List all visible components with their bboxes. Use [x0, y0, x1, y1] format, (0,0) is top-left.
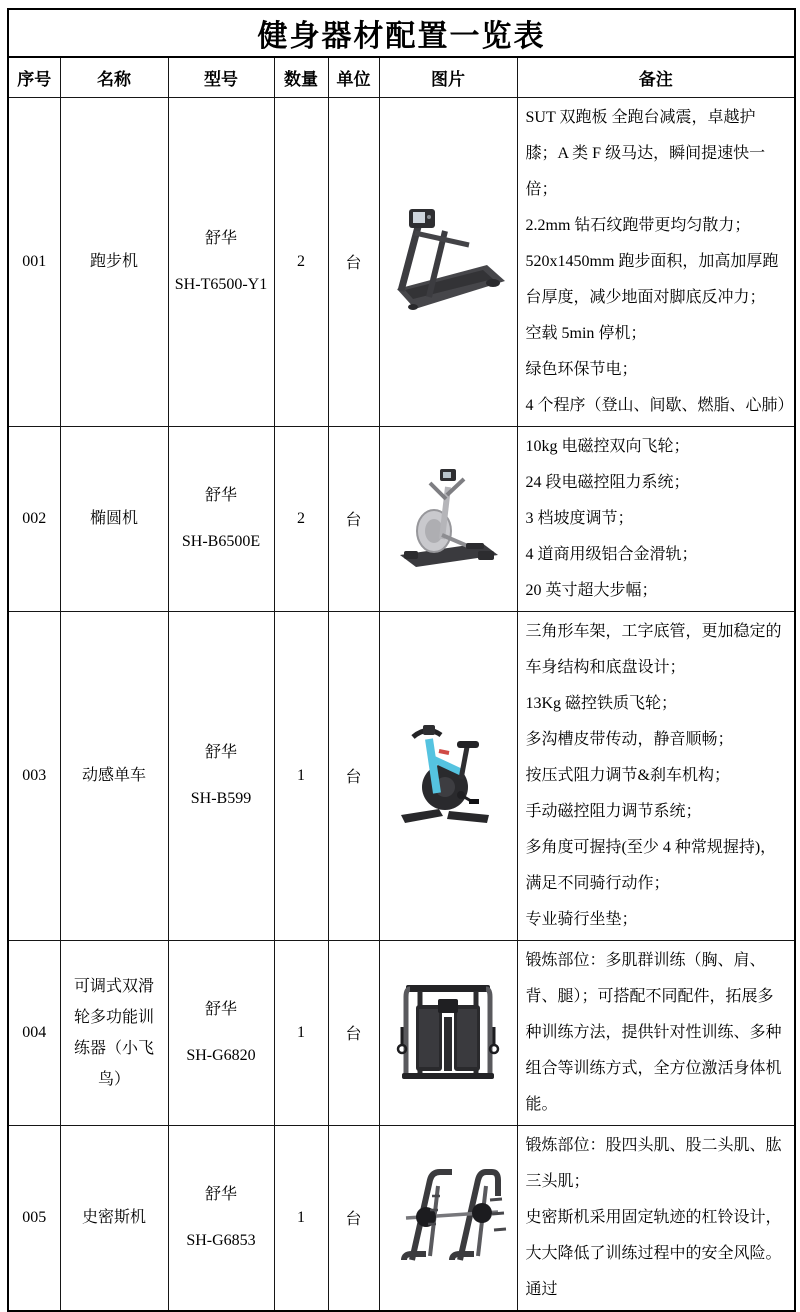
- cell-model: [168, 1125, 274, 1311]
- elliptical-image: [384, 455, 512, 583]
- cell-qty: 2: [274, 97, 328, 426]
- title-row: [8, 9, 795, 57]
- functional-trainer-image: [386, 971, 510, 1095]
- model-label: SH-G6820: [186, 1046, 256, 1064]
- cell-qty: 2: [274, 426, 328, 611]
- remark-line: 2.2mm 钻石纹跑带更均匀散力；: [525, 216, 751, 234]
- cell-model: [168, 611, 274, 940]
- table-row: [8, 97, 795, 426]
- table-row: [8, 940, 795, 1125]
- col-header-remark: 备注: [517, 57, 795, 97]
- brand-label: 舒华: [204, 744, 237, 762]
- cell-model: [168, 426, 274, 611]
- remark-line: 10kg 电磁控双向飞轮；: [525, 437, 690, 455]
- remark-line: 锻炼部位：股四头肌、股二头肌、肱三头肌；: [525, 1136, 782, 1190]
- table-row: [8, 426, 795, 611]
- cell-name: 史密斯机: [60, 1125, 168, 1311]
- cell-unit: 台: [328, 426, 379, 611]
- remark-line: 三角形车架，工字底管，更加稳定的车身结构和底盘设计；: [525, 622, 782, 676]
- remark-line: 20 英寸超大步幅；: [525, 581, 658, 599]
- table-row: [8, 611, 795, 940]
- cell-no: 004: [8, 940, 60, 1125]
- brand-label: 舒华: [204, 230, 237, 248]
- model-label: SH-T6500-Y1: [174, 275, 268, 293]
- cell-unit: 台: [328, 1125, 379, 1311]
- col-header-unit: 单位: [328, 57, 379, 97]
- cell-remarks: [517, 940, 795, 1125]
- cell-no: 002: [8, 426, 60, 611]
- cell-qty: 1: [274, 1125, 328, 1311]
- cell-remarks: [517, 611, 795, 940]
- remark-line: 13Kg 磁控铁质飞轮；: [525, 694, 678, 712]
- col-header-name: 名称: [60, 57, 168, 97]
- remark-line: 3 档坡度调节；: [525, 509, 634, 527]
- cell-image: [379, 426, 517, 611]
- remark-line: 多角度可握持(至少 4 种常规握持)，满足不同骑行动作；: [525, 838, 777, 892]
- page-title: 健身器材配置一览表: [8, 9, 795, 57]
- cell-unit: 台: [328, 940, 379, 1125]
- cell-remarks: [517, 1125, 795, 1311]
- cell-unit: 台: [328, 97, 379, 426]
- cell-qty: 1: [274, 611, 328, 940]
- cell-remarks: [517, 426, 795, 611]
- cell-image: [379, 940, 517, 1125]
- remark-line: 4 个程序（登山、间歇、燃脂、心肺）: [525, 396, 794, 414]
- smith-machine-image: [386, 1156, 510, 1280]
- col-header-no: 序号: [8, 57, 60, 97]
- remark-line: 520x1450mm 跑步面积，加高加厚跑台厚度，减少地面对脚底反冲力；: [525, 252, 779, 306]
- remark-line: 手动磁控阻力调节系统；: [525, 802, 702, 820]
- remark-line: 锻炼部位：多肌群训练（胸、肩、背、腿）；可搭配不同配件，拓展多种训练方法，提供针对性训练、多种组合等训练方式，全方位激活身体机能。: [525, 951, 782, 1113]
- cell-qty: 1: [274, 940, 328, 1125]
- remark-line: 按压式阻力调节&刹车机构；: [525, 766, 730, 784]
- cell-model: [168, 97, 274, 426]
- equipment-table: [7, 8, 796, 1312]
- table-row: [8, 1125, 795, 1311]
- cell-no: 005: [8, 1125, 60, 1311]
- remark-line: 史密斯机采用固定轨迹的杠铃设计，大大降低了训练过程中的安全风险。通过: [525, 1208, 782, 1298]
- cell-remarks: [517, 97, 795, 426]
- model-label: SH-G6853: [186, 1231, 256, 1249]
- model-label: SH-B6500E: [181, 532, 261, 550]
- cell-model: [168, 940, 274, 1125]
- col-header-image: 图片: [379, 57, 517, 97]
- cell-name: 椭圆机: [60, 426, 168, 611]
- remark-line: 24 段电磁控阻力系统；: [525, 473, 690, 491]
- remark-line: 空载 5min 停机；: [525, 324, 647, 342]
- cell-no: 003: [8, 611, 60, 940]
- header-row: [8, 57, 795, 97]
- remark-line: SUT 双跑板 全跑台减震，卓越护膝；A 类 F 级马达，瞬间提速快一倍；: [525, 108, 766, 198]
- cell-unit: 台: [328, 611, 379, 940]
- cell-no: 001: [8, 97, 60, 426]
- remark-line: 绿色环保节电；: [525, 360, 638, 378]
- cell-name: 可调式双滑轮多功能训练器（小飞鸟）: [60, 940, 168, 1125]
- remark-line: 4 道商用级铝合金滑轨；: [525, 545, 698, 563]
- cell-name: 动感单车: [60, 611, 168, 940]
- spin-bike-image: [383, 711, 513, 841]
- brand-label: 舒华: [204, 487, 237, 505]
- remark-line: 多沟槽皮带传动，静音顺畅；: [525, 730, 734, 748]
- cell-name: 跑步机: [60, 97, 168, 426]
- col-header-qty: 数量: [274, 57, 328, 97]
- cell-image: [379, 97, 517, 426]
- remark-line: 专业骑行坐垫；: [525, 910, 638, 928]
- treadmill-image: [383, 197, 513, 327]
- cell-image: [379, 611, 517, 940]
- model-label: SH-B599: [190, 789, 252, 807]
- brand-label: 舒华: [204, 1186, 237, 1204]
- cell-image: [379, 1125, 517, 1311]
- col-header-model: 型号: [168, 57, 274, 97]
- brand-label: 舒华: [204, 1001, 237, 1019]
